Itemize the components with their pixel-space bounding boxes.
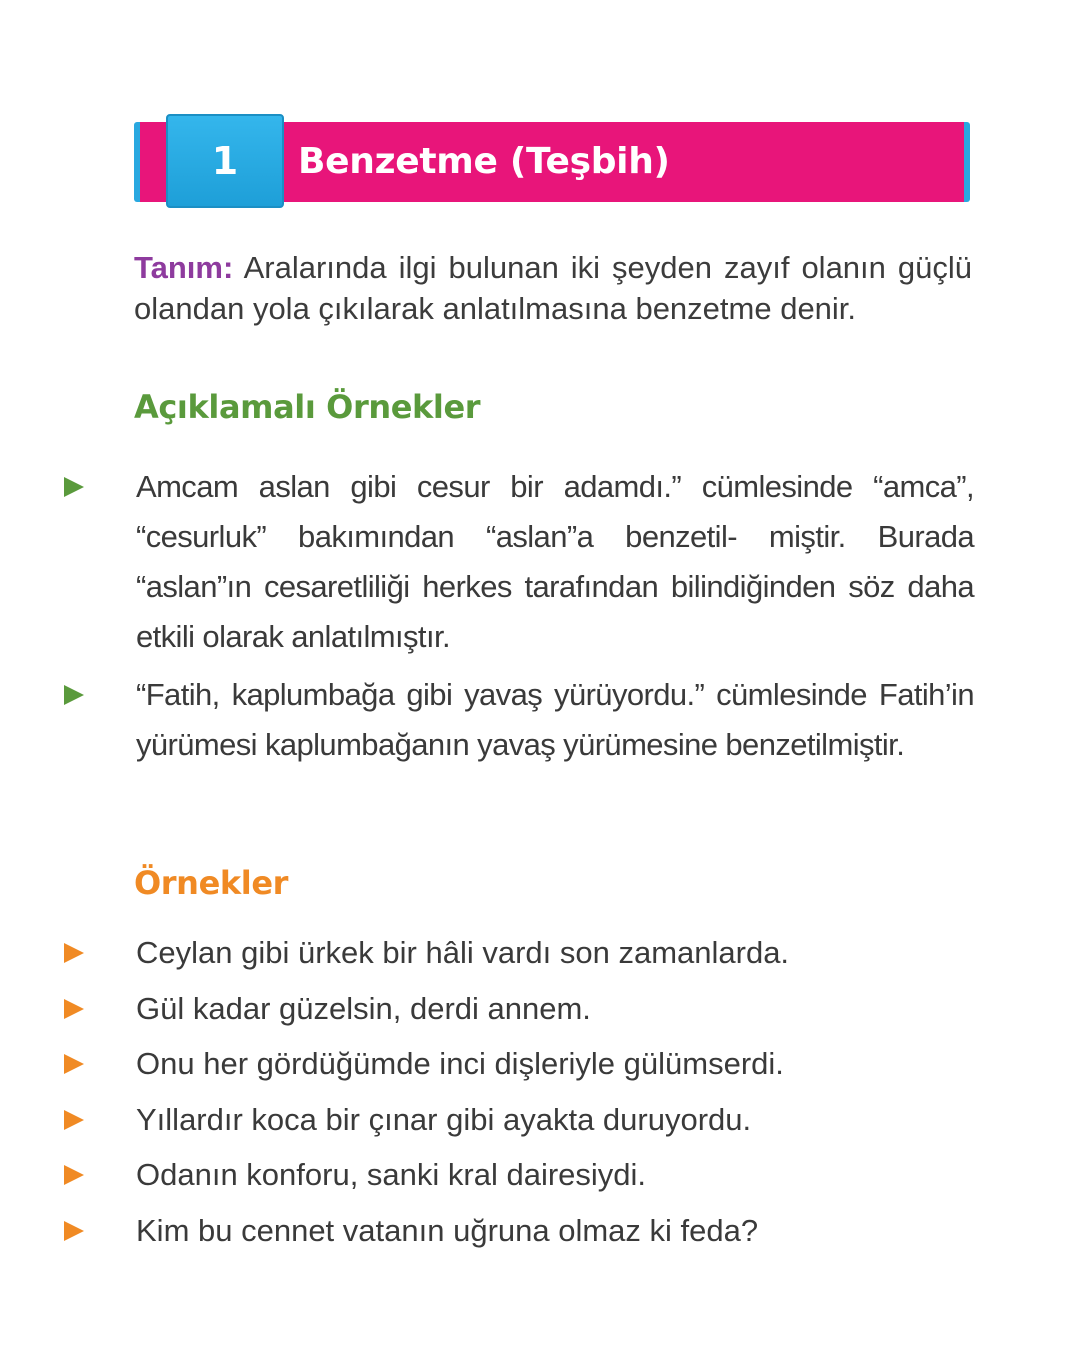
list-item	[0, 1206, 974, 1256]
list-item	[0, 670, 974, 770]
green-arrow-bullet-icon	[64, 685, 84, 705]
examples-list	[0, 928, 1080, 1261]
section-title: Benzetme (Teşbih)	[298, 141, 670, 182]
section-number: 1	[211, 139, 239, 183]
orange-arrow-bullet-icon	[64, 1054, 84, 1074]
green-arrow-bullet-icon	[64, 477, 84, 497]
list-item-text: Gül kadar güzelsin, derdi annem.	[136, 990, 591, 1026]
list-item	[0, 928, 974, 978]
definition-paragraph	[134, 247, 972, 329]
orange-arrow-bullet-icon	[64, 1110, 84, 1130]
definition-text: Aralarında ilgi bulunan iki şeyden zayıf olanın güçlü olandan yola çıkılarak anlatılmasına benzetme denir.	[134, 250, 972, 326]
orange-arrow-bullet-icon	[64, 1165, 84, 1185]
explained-examples-list	[0, 462, 1080, 778]
list-item	[0, 1095, 974, 1145]
orange-arrow-bullet-icon	[64, 1221, 84, 1241]
section-number-box	[166, 114, 284, 208]
definition-label: Tanım:	[134, 250, 234, 285]
orange-arrow-bullet-icon	[64, 999, 84, 1019]
list-item-text: Yıllardır koca bir çınar gibi ayakta duruyordu.	[136, 1101, 752, 1137]
orange-arrow-bullet-icon	[64, 943, 84, 963]
list-item-text: Kim bu cennet vatanın uğruna olmaz ki feda?	[136, 1212, 759, 1248]
explained-examples-heading: Açıklamalı Örnekler	[134, 388, 481, 426]
list-item-text: Amcam aslan gibi cesur bir adamdı.” cümlesinde “amca”, “cesurluk” bakımından “aslan”a benzetil- miştir. Burada “aslan”ın cesaretliliği herkes tarafından bilindiğinden söz daha etkili olarak anlatılmıştır.	[136, 469, 974, 654]
list-item	[0, 1150, 974, 1200]
list-item	[0, 984, 974, 1034]
list-item-text: Onu her gördüğümde inci dişleriyle gülümserdi.	[136, 1046, 784, 1081]
list-item-text: “Fatih, kaplumbağa gibi yavaş yürüyordu.” cümlesinde Fatih’in yürümesi kaplumbağanın yavaş yürümesine benzetilmiştir.	[136, 677, 974, 762]
list-item-text: Ceylan gibi ürkek bir hâli vardı son zamanlarda.	[136, 935, 790, 970]
examples-heading: Örnekler	[134, 864, 289, 902]
list-item-text: Odanın konforu, sanki kral dairesiydi.	[136, 1157, 647, 1192]
list-item	[0, 462, 974, 662]
list-item	[0, 1039, 974, 1089]
